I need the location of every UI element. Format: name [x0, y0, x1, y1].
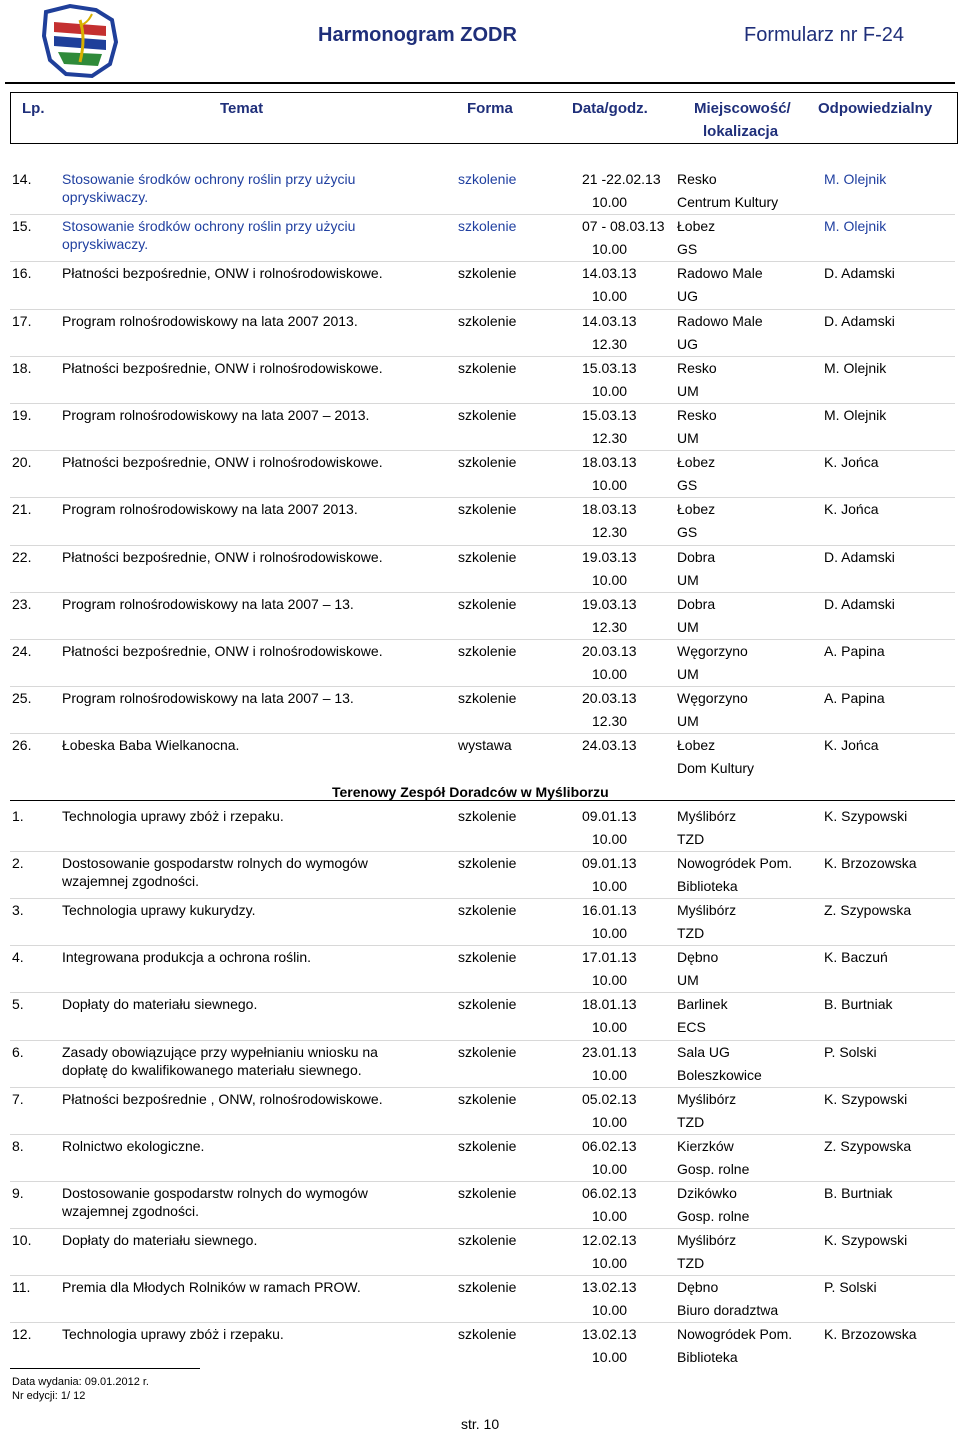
- row-divider: [10, 545, 955, 546]
- row-time: 10.00: [592, 1066, 628, 1083]
- row-topic-cont: wzajemnej zgodności.: [62, 1202, 199, 1219]
- row-number: 2.: [12, 855, 24, 872]
- row-date: 05.02.13: [582, 1090, 637, 1107]
- row-place: Dobra: [677, 595, 716, 612]
- row-number: 11.: [12, 1279, 31, 1295]
- row-form: szkolenie: [458, 312, 517, 329]
- row-location: UM: [677, 666, 699, 682]
- row-place: Nowogródek Pom.: [677, 855, 793, 872]
- row-topic: Program rolnośrodowiskowy na lata 2007 – 13.: [62, 690, 354, 707]
- row-form: wystawa: [458, 737, 512, 754]
- row-location: GS: [677, 241, 698, 258]
- row-time: 10.00: [592, 288, 628, 305]
- row-responsible: B. Burtniak: [824, 1184, 893, 1201]
- row-date: 12.02.13: [582, 1231, 637, 1248]
- row-number: 5.: [12, 996, 24, 1013]
- row-date: 17.01.13: [582, 949, 637, 966]
- row-number: 19.: [12, 407, 32, 423]
- row-topic: Dostosowanie gospodarstw rolnych do wymogów: [62, 855, 368, 872]
- row-number: 25.: [12, 690, 32, 707]
- row-form: szkolenie: [458, 808, 517, 824]
- row-responsible: K. Brzozowska: [824, 855, 917, 872]
- row-date: 14.03.13: [582, 312, 637, 329]
- row-form: szkolenie: [458, 359, 517, 376]
- row-topic: Premia dla Młodych Rolników w ramach PROW.: [62, 1279, 361, 1295]
- row-divider: [10, 733, 955, 734]
- row-location: Centrum Kultury: [677, 194, 779, 210]
- row-form: szkolenie: [458, 690, 517, 707]
- row-time: 10.00: [592, 1113, 628, 1130]
- row-topic: Dopłaty do materiału siewnego.: [62, 996, 258, 1013]
- row-responsible: P. Solski: [824, 1279, 877, 1295]
- row-place: Radowo Male: [677, 312, 763, 329]
- section-divider: [10, 800, 955, 801]
- row-location: ECS: [677, 1019, 706, 1036]
- col-miejscowosc: Miejscowość/: [694, 100, 791, 117]
- row-place: Dębno: [677, 1279, 719, 1295]
- row-location: UG: [677, 288, 698, 305]
- row-form: szkolenie: [458, 1090, 517, 1107]
- row-topic-cont: opryskiwaczy.: [62, 189, 149, 205]
- row-form: szkolenie: [458, 949, 517, 966]
- row-topic: Płatności bezpośrednie, ONW i rolnośrodowiskowe.: [62, 454, 383, 471]
- row-place: Myślibórz: [677, 808, 737, 824]
- row-number: 22.: [12, 548, 32, 565]
- row-time: 10.00: [592, 972, 628, 989]
- row-divider: [10, 261, 955, 262]
- row-topic: Zasady obowiązujące przy wypełnianiu wniosku na: [62, 1043, 378, 1060]
- row-form: szkolenie: [458, 1184, 517, 1201]
- row-divider: [10, 945, 955, 946]
- row-number: 26.: [12, 737, 32, 754]
- row-form: szkolenie: [458, 1279, 517, 1295]
- row-topic: Płatności bezpośrednie, ONW i rolnośrodowiskowe.: [62, 643, 383, 659]
- row-time: 10.00: [592, 477, 628, 494]
- row-place: Węgorzyno: [677, 643, 748, 659]
- row-location: Gosp. rolne: [677, 1160, 750, 1177]
- row-number: 16.: [12, 265, 32, 282]
- row-responsible: K. Jońca: [824, 501, 879, 518]
- row-place: Kierzków: [677, 1137, 734, 1154]
- row-place: Resko: [677, 407, 717, 423]
- row-responsible: A. Papina: [824, 643, 885, 659]
- row-divider: [10, 450, 955, 451]
- row-divider: [10, 1275, 955, 1276]
- row-topic: Program rolnośrodowiskowy na lata 2007 2013.: [62, 501, 358, 518]
- row-date: 15.03.13: [582, 407, 637, 423]
- row-topic: Technologia uprawy zbóż i rzepaku.: [62, 1326, 284, 1343]
- row-divider: [10, 309, 955, 310]
- row-topic: Stosowanie środków ochrony roślin przy użyciu: [62, 171, 356, 187]
- row-place: Łobez: [677, 454, 716, 471]
- row-time: 12.30: [592, 335, 628, 352]
- row-form: szkolenie: [458, 454, 517, 471]
- row-location: Boleszkowice: [677, 1066, 762, 1083]
- row-location: UM: [677, 972, 699, 989]
- row-responsible: B. Burtniak: [824, 996, 893, 1013]
- row-date: 13.02.13: [582, 1326, 637, 1343]
- row-topic: Płatności bezpośrednie, ONW i rolnośrodowiskowe.: [62, 265, 383, 282]
- row-responsible: K. Jońca: [824, 737, 879, 754]
- row-date: 16.01.13: [582, 902, 637, 919]
- row-time: 10.00: [592, 925, 628, 942]
- row-form: szkolenie: [458, 1137, 517, 1154]
- row-number: 12.: [12, 1326, 32, 1343]
- row-topic: Dostosowanie gospodarstw rolnych do wymogów: [62, 1184, 368, 1201]
- row-topic: Płatności bezpośrednie, ONW i rolnośrodowiskowe.: [62, 359, 383, 376]
- col-lp: Lp.: [22, 100, 45, 117]
- row-divider: [10, 1040, 955, 1041]
- row-date: 19.03.13: [582, 595, 637, 612]
- row-number: 14.: [12, 171, 32, 187]
- row-divider: [10, 1181, 955, 1182]
- row-time: 12.30: [592, 524, 628, 541]
- row-form: szkolenie: [458, 595, 517, 612]
- row-divider: [10, 214, 955, 215]
- row-date: 18.03.13: [582, 454, 637, 471]
- col-forma: Forma: [467, 100, 513, 117]
- row-place: Łobez: [677, 501, 716, 518]
- row-place: Węgorzyno: [677, 690, 748, 707]
- row-topic: Dopłaty do materiału siewnego.: [62, 1231, 258, 1248]
- row-place: Łobez: [677, 218, 716, 235]
- footer-rule: [10, 1368, 200, 1369]
- row-time: 12.30: [592, 713, 628, 730]
- row-number: 20.: [12, 454, 32, 471]
- row-responsible: Z. Szypowska: [824, 1137, 912, 1154]
- row-divider: [10, 1322, 955, 1323]
- row-responsible: D. Adamski: [824, 312, 895, 329]
- row-divider: [10, 1087, 955, 1088]
- row-time: 10.00: [592, 831, 628, 847]
- row-time: 10.00: [592, 878, 628, 895]
- row-time: 10.00: [592, 571, 628, 588]
- row-location: TZD: [677, 925, 705, 942]
- row-topic: Łobeska Baba Wielkanocna.: [62, 737, 240, 754]
- row-date: 09.01.13: [582, 808, 637, 824]
- row-responsible: D. Adamski: [824, 548, 895, 565]
- row-responsible: D. Adamski: [824, 265, 895, 282]
- row-location: UG: [677, 335, 698, 352]
- row-time: 10.00: [592, 241, 628, 258]
- row-topic-cont: dopłatę do kwalifikowanego materiału siewnego.: [62, 1061, 362, 1078]
- row-number: 24.: [12, 643, 32, 659]
- row-form: szkolenie: [458, 407, 517, 423]
- row-topic: Stosowanie środków ochrony roślin przy użyciu: [62, 218, 356, 235]
- row-location: TZD: [677, 831, 705, 847]
- row-time: 10.00: [592, 1349, 628, 1366]
- row-place: Barlinek: [677, 996, 728, 1013]
- row-number: 3.: [12, 902, 24, 919]
- col-lokalizacja: lokalizacja: [703, 123, 779, 140]
- row-date: 18.03.13: [582, 501, 637, 518]
- row-location: TZD: [677, 1113, 705, 1130]
- col-data: Data/godz.: [572, 100, 648, 117]
- row-date: 19.03.13: [582, 548, 637, 565]
- row-location: Gosp. rolne: [677, 1207, 750, 1224]
- row-date: 15.03.13: [582, 359, 637, 376]
- header-rule: [5, 82, 955, 84]
- row-time: 12.30: [592, 618, 628, 635]
- row-divider: [10, 898, 955, 899]
- row-responsible: K. Jońca: [824, 454, 879, 471]
- row-responsible: D. Adamski: [824, 595, 895, 612]
- row-divider: [10, 356, 955, 357]
- row-topic: Technologia uprawy zbóż i rzepaku.: [62, 808, 284, 824]
- row-place: Nowogródek Pom.: [677, 1326, 793, 1343]
- row-date: 24.03.13: [582, 737, 637, 754]
- row-divider: [10, 992, 955, 993]
- row-number: 1.: [12, 808, 24, 824]
- row-topic: Płatności bezpośrednie, ONW i rolnośrodowiskowe.: [62, 548, 383, 565]
- row-responsible: M. Olejnik: [824, 218, 887, 235]
- row-number: 21.: [12, 501, 32, 518]
- row-topic: Program rolnośrodowiskowy na lata 2007 2013.: [62, 312, 358, 329]
- row-topic: Integrowana produkcja a ochrona roślin.: [62, 949, 312, 966]
- row-date: 09.01.13: [582, 855, 637, 872]
- page-number: str. 10: [461, 1416, 500, 1432]
- document-title: Harmonogram ZODR: [318, 24, 517, 46]
- row-place: Myślibórz: [677, 1090, 737, 1107]
- logo: [40, 2, 122, 80]
- row-place: Myślibórz: [677, 1231, 737, 1248]
- row-topic: Program rolnośrodowiskowy na lata 2007 – 13.: [62, 595, 354, 612]
- row-date: 06.02.13: [582, 1184, 637, 1201]
- row-topic: Technologia uprawy kukurydzy.: [62, 902, 256, 919]
- row-number: 4.: [12, 949, 24, 966]
- row-form: szkolenie: [458, 265, 517, 282]
- row-time: 10.00: [592, 1254, 628, 1271]
- row-divider: [10, 403, 955, 404]
- row-divider: [10, 497, 955, 498]
- row-number: 7.: [12, 1090, 24, 1107]
- col-temat: Temat: [220, 100, 264, 117]
- row-location: UM: [677, 618, 699, 635]
- row-responsible: A. Papina: [824, 690, 885, 707]
- row-form: szkolenie: [458, 171, 517, 187]
- row-divider: [10, 1228, 955, 1229]
- row-time: 10.00: [592, 1160, 628, 1177]
- row-date: 06.02.13: [582, 1137, 637, 1154]
- row-topic: Rolnictwo ekologiczne.: [62, 1137, 205, 1154]
- row-divider: [10, 592, 955, 593]
- row-location: GS: [677, 524, 698, 541]
- row-topic: Płatności bezpośrednie , ONW, rolnośrodowiskowe.: [62, 1090, 383, 1107]
- row-responsible: Z. Szypowska: [824, 902, 912, 919]
- row-divider: [10, 1134, 955, 1135]
- row-responsible: M. Olejnik: [824, 171, 887, 187]
- row-place: Dobra: [677, 548, 716, 565]
- row-time: 10.00: [592, 666, 628, 682]
- row-number: 8.: [12, 1137, 24, 1154]
- row-location: Biblioteka: [677, 1349, 738, 1366]
- row-date: 21 -22.02.13: [582, 171, 661, 187]
- row-place: Myślibórz: [677, 902, 737, 919]
- row-place: Sala UG: [677, 1043, 730, 1060]
- row-date: 20.03.13: [582, 643, 637, 659]
- row-time: 12.30: [592, 430, 628, 446]
- row-divider: [10, 686, 955, 687]
- form-number: Formularz nr F-24: [744, 24, 905, 46]
- row-responsible: M. Olejnik: [824, 359, 887, 376]
- row-topic-cont: wzajemnej zgodności.: [62, 873, 199, 890]
- row-location: GS: [677, 477, 698, 494]
- row-date: 20.03.13: [582, 690, 637, 707]
- row-location: UM: [677, 571, 699, 588]
- row-time: 10.00: [592, 194, 628, 210]
- row-place: Radowo Male: [677, 265, 763, 282]
- row-form: szkolenie: [458, 996, 517, 1013]
- row-location: UM: [677, 382, 699, 399]
- row-form: szkolenie: [458, 218, 517, 235]
- row-number: 18.: [12, 359, 32, 376]
- row-time: 10.00: [592, 1302, 628, 1318]
- row-number: 10.: [12, 1231, 32, 1248]
- row-number: 23.: [12, 595, 32, 612]
- row-responsible: K. Szypowski: [824, 1231, 908, 1248]
- row-time: 10.00: [592, 1207, 628, 1224]
- row-form: szkolenie: [458, 1231, 517, 1248]
- row-location: Dom Kultury: [677, 760, 755, 777]
- row-form: szkolenie: [458, 548, 517, 565]
- row-form: szkolenie: [458, 1043, 517, 1060]
- row-number: 6.: [12, 1043, 24, 1060]
- row-place: Łobez: [677, 737, 716, 754]
- row-responsible: K. Szypowski: [824, 808, 908, 824]
- row-responsible: K. Brzozowska: [824, 1326, 917, 1343]
- row-form: szkolenie: [458, 643, 517, 659]
- row-time: 10.00: [592, 382, 628, 399]
- row-number: 9.: [12, 1184, 24, 1201]
- col-odpowiedzialny: Odpowiedzialny: [818, 100, 933, 117]
- row-place: Dębno: [677, 949, 719, 966]
- row-location: UM: [677, 713, 699, 730]
- row-place: Resko: [677, 359, 717, 376]
- row-date: 14.03.13: [582, 265, 637, 282]
- row-topic: Program rolnośrodowiskowy na lata 2007 – 2013.: [62, 407, 370, 423]
- issue-date: Data wydania: 09.01.2012 r.: [12, 1376, 149, 1388]
- row-form: szkolenie: [458, 1326, 517, 1343]
- row-form: szkolenie: [458, 501, 517, 518]
- row-location: Biuro doradztwa: [677, 1302, 779, 1318]
- row-divider: [10, 639, 955, 640]
- row-place: Dzikówko: [677, 1184, 737, 1201]
- row-form: szkolenie: [458, 902, 517, 919]
- row-responsible: K. Baczuń: [824, 949, 888, 966]
- row-number: 15.: [12, 218, 32, 235]
- row-form: szkolenie: [458, 855, 517, 872]
- row-time: 10.00: [592, 1019, 628, 1036]
- row-date: 23.01.13: [582, 1043, 637, 1060]
- section-title: Terenowy Zespół Doradców w Myśliborzu: [332, 784, 609, 800]
- row-date: 07 - 08.03.13: [582, 218, 665, 235]
- row-location: TZD: [677, 1254, 705, 1271]
- row-responsible: K. Szypowski: [824, 1090, 908, 1107]
- row-responsible: P. Solski: [824, 1043, 877, 1060]
- row-place: Resko: [677, 171, 717, 187]
- row-responsible: M. Olejnik: [824, 407, 887, 423]
- row-location: Biblioteka: [677, 878, 738, 895]
- row-date: 18.01.13: [582, 996, 637, 1013]
- row-divider: [10, 851, 955, 852]
- row-topic-cont: opryskiwaczy.: [62, 236, 149, 253]
- row-date: 13.02.13: [582, 1279, 637, 1295]
- row-location: UM: [677, 430, 699, 446]
- row-number: 17.: [12, 312, 32, 329]
- edition-number: Nr edycji: 1/ 12: [12, 1390, 86, 1402]
